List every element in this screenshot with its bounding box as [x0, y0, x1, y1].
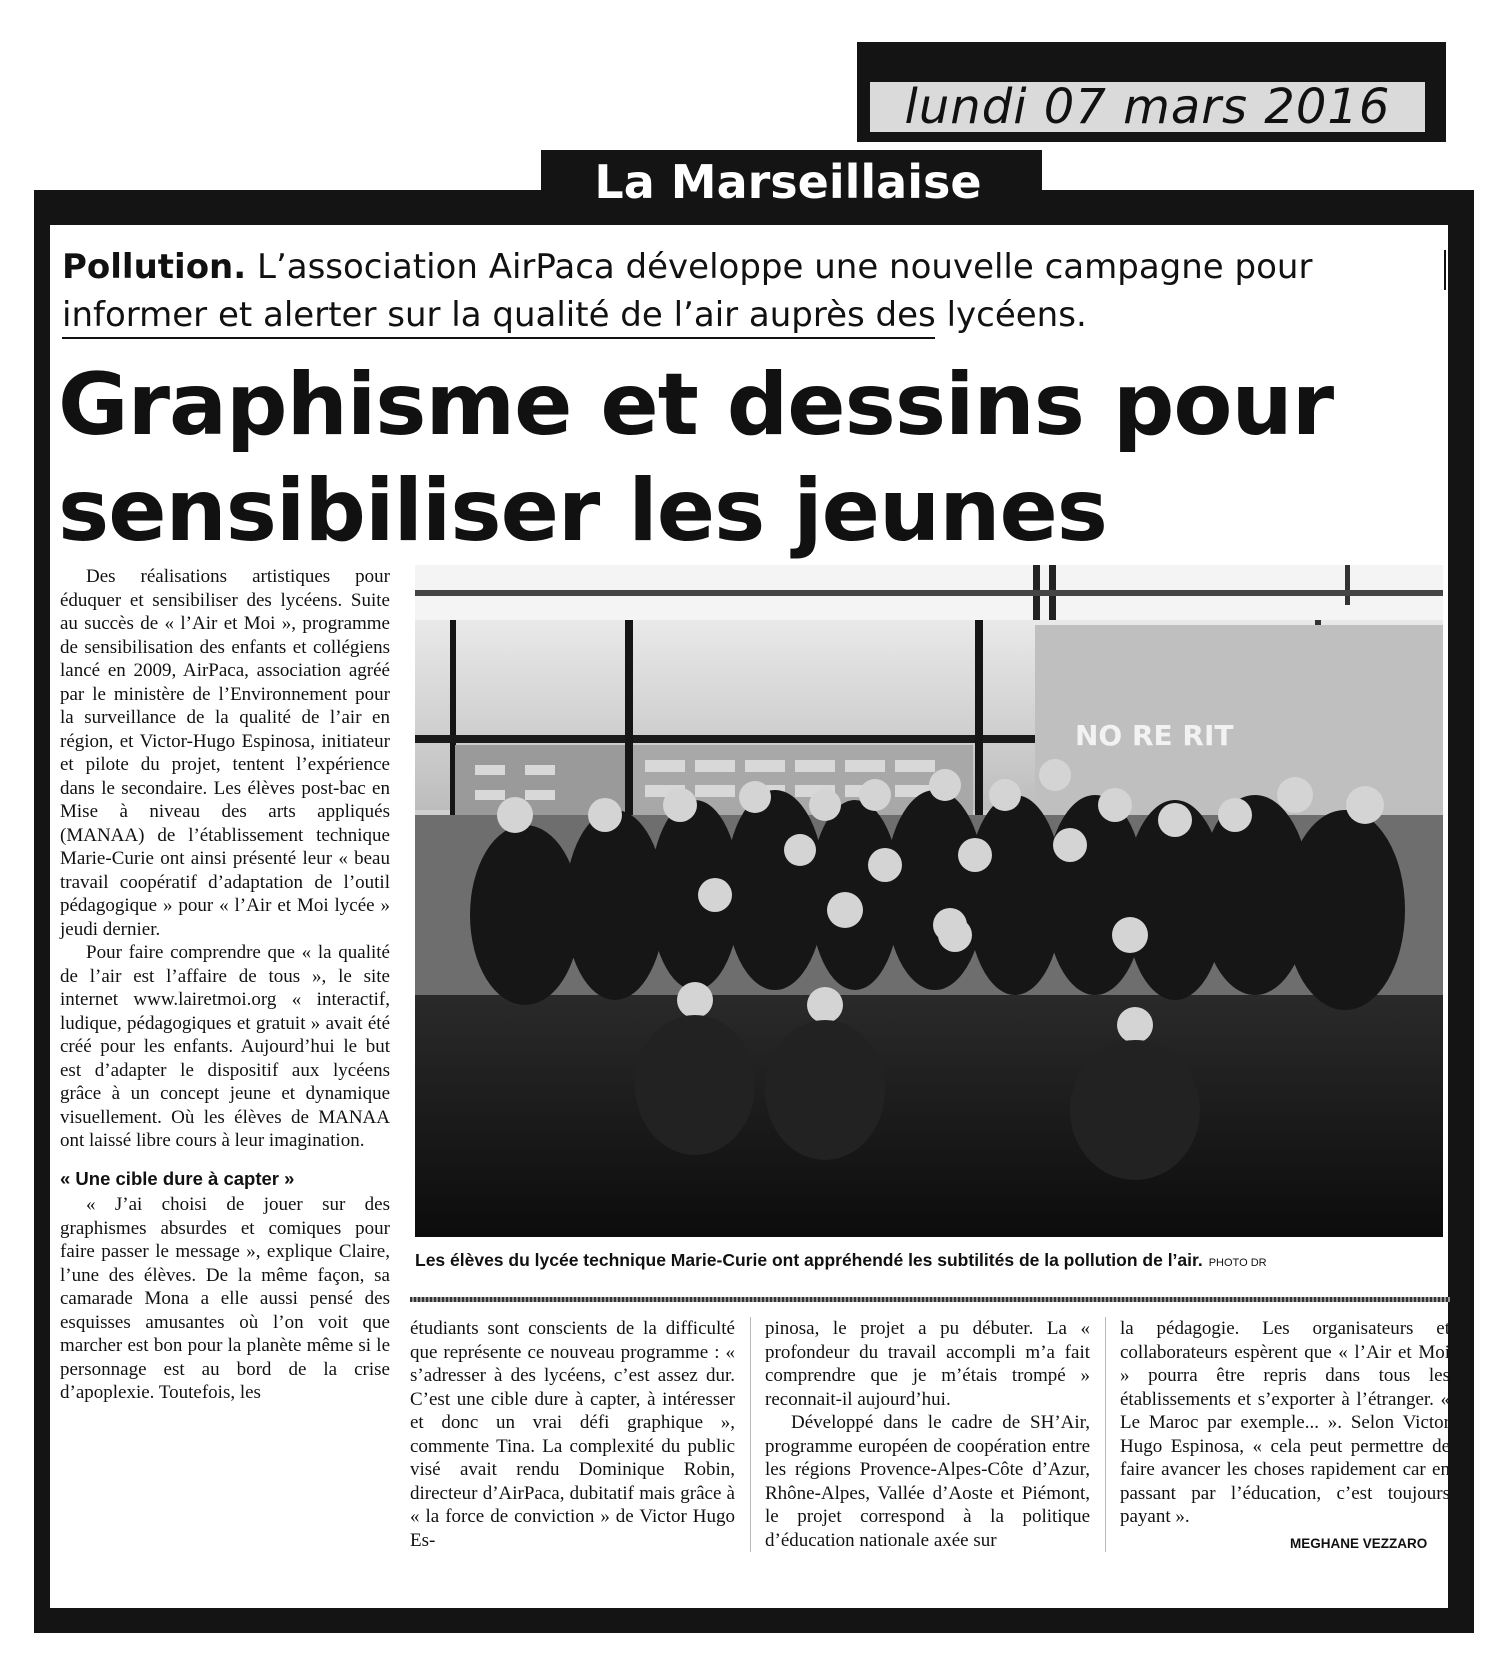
section-divider — [410, 1297, 1450, 1302]
paragraph-website: Pour faire comprendre que « la qualité de l’air est l’affaire de tous », le site internet www.lairetmoi.org « interactif, ludique, pédagogiques et gratuit » avait été créé pour les enfants. Aujourd’hui le but est d’adapter le dispositif aux lycéens grâce à un concept jeune et dynamique visuellement. Où les élèves de MANAA ont laissé libre cours à leur imagination. — [60, 942, 390, 1151]
window-sign-text: NO RE RIT — [1075, 719, 1234, 752]
caption-text: Les élèves du lycée technique Marie-Curie ont appréhendé les subtilités de la pollution de l’air. — [415, 1250, 1203, 1270]
article-kicker — [62, 243, 1452, 339]
paragraph-conclusion: la pédagogie. Les organisateurs et collaborateurs espèrent que « l’Air et Moi » pourra être repris dans tous les établissements et s’exporter à l’étranger. « Le Maroc par exemple... ». Selon Victor Hugo Espinosa, « cela peut permettre de faire avancer les choses rapidement car en passant par l’éducation, c’est toujours payant ». — [1120, 1318, 1450, 1527]
newspaper-masthead: La Marseillaise — [594, 155, 982, 209]
paragraph-students-aware: étudiants sont conscients de la difficulté que représente ce nouveau programme : « s’adresser à des lycéens, c’est assez dur. C’est une cible dure à capter, à intéresser et donc un vrai défi graphique », commente Tina. La complexité du public visé avait rendu Dominique Robin, directeur d’AirPaca, dubitatif mais grâce à « la force de conviction » de Victor Hugo Es- — [410, 1318, 735, 1551]
headline-line-1: Graphisme et dessins pour — [58, 355, 1334, 455]
group-photo — [415, 565, 1443, 1237]
kicker-text: L’association AirPaca développe une nouvelle campagne pour informer et alerter sur la qualité de l’air auprès des lycéens. — [62, 247, 1313, 335]
kicker-label: Pollution. — [62, 247, 247, 287]
kicker-underline — [62, 337, 935, 339]
paragraph-intro: Des réalisations artistiques pour éduquer et sensibiliser des lycéens. Suite au succès de « l’Air et Moi », programme de sensibilisation des enfants et collégiens lancé en 2009, AirPaca, association agréé par le ministère de l’Environnement pour la surveillance de la qualité de l’air en région, et Victor-Hugo Espinosa, initiateur et pilote du projet, tentent l’expérience dans le secondaire. Les élèves post-bac en Mise à niveau des arts appliqués (MANAA) de l’établissement technique Marie-Curie ont ainsi présenté leur « beau travail coopératif d’adaptation de l’outil pédagogique » pour « l’Air et Moi lycée » jeudi dernier. — [60, 566, 390, 940]
column-gutter — [1105, 1317, 1106, 1552]
article-subheading: « Une cible dure à capter » — [60, 1167, 295, 1189]
article-headline — [58, 352, 1448, 564]
paragraph-project-start: pinosa, le projet a pu débuter. La « profondeur du travail accompli m’a fait comprendre que je m’étais trompé » reconnait-il aujourd’hui. — [765, 1318, 1090, 1410]
publication-date: lundi 07 mars 2016 — [870, 82, 1425, 132]
article-column-4 — [1120, 1317, 1450, 1529]
article-column-2 — [410, 1317, 735, 1552]
headline-line-2: sensibiliser les jeunes — [58, 461, 1107, 561]
photo-credit: PHOTO DR — [1208, 1257, 1267, 1269]
paragraph-students-quote: « J’ai choisi de jouer sur des graphismes absurdes et comiques pour faire passer le message », explique Claire, l’une des élèves. De la même façon, sa camarade Mona a elle aussi pensé des esquisses amusantes où l’on voit que marcher est bon pour la planète même si le personnage est au bord de la crise d’apoplexie. Toutefois, les — [60, 1194, 390, 1403]
group-photo-illustration — [415, 565, 1443, 1237]
kicker-right-rule — [1444, 250, 1446, 290]
photo-caption — [415, 1250, 1455, 1271]
article-column-1 — [60, 565, 390, 1405]
article-column-3 — [765, 1317, 1090, 1552]
column-gutter — [750, 1317, 751, 1552]
author-byline: MEGHANE VEZZARO — [1290, 1536, 1428, 1551]
paragraph-shair: Développé dans le cadre de SH’Air, programme européen de coopération entre les régions Provence-Alpes-Côte d’Azur, Rhône-Alpes, Vallée d’Aoste et Piémont, le projet correspond à la politique d’éducation nationale axée sur — [765, 1412, 1090, 1551]
